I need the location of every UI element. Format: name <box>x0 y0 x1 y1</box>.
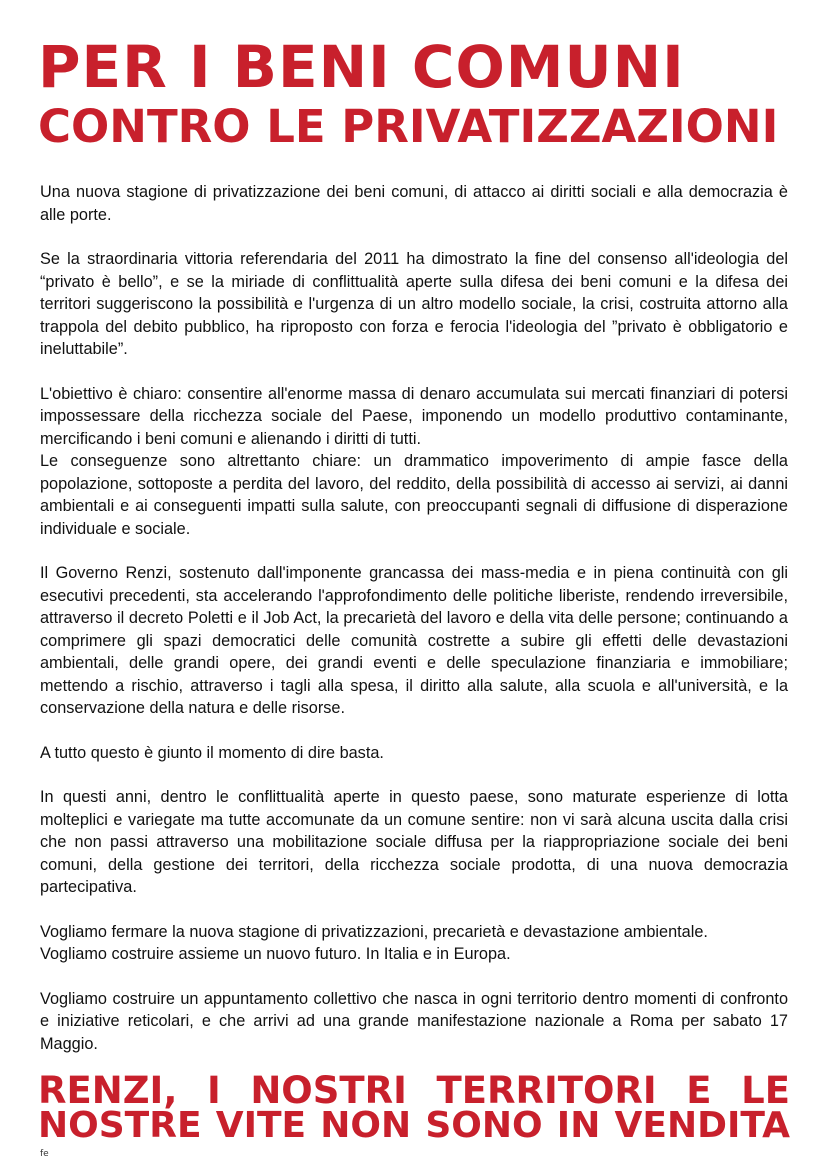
footer-slogan-line-1: RENZI, I NOSTRI TERRITORI E LE <box>38 1069 790 1112</box>
paragraph-objective: L'obiettivo è chiaro: consentire all'enorme massa di denaro accumulata sui mercati finanziari di potersi impossessare della ricchezza sociale del Paese, imponendo un modello produttivo contaminante, mercificando i beni comuni e alienando i diritti di tutti. <box>40 384 788 448</box>
paragraph-esperienze: In questi anni, dentro le conflittualità aperte in questo paese, sono maturate esperienze di lotta molteplici e variegate ma tutte accomunate da un comune sentire: non vi sarà alcuna uscita dalla crisi che non passi attraverso una mobilitazione sociale diffusa per la riappropriazione sociale dei beni comuni, della gestione dei territori, della ricchezza sociale prodotta, di una nuova democrazia partecipativa. <box>40 788 788 896</box>
paragraph-intro: Una nuova stagione di privatizzazione dei beni comuni, di attacco ai diritti sociali e alla democrazia è alle porte. <box>40 183 788 224</box>
footer-slogan-line-2: NOSTRE VITE NON SONO IN VENDITA <box>38 1105 790 1146</box>
paragraph-referendum: Se la straordinaria vittoria referendaria del 2011 ha dimostrato la fine del consenso all'ideologia del “privato è bello”, e se la miriade di conflittualità aperte sulla difesa dei beni comuni e la difesa dei territori suggeriscono la possibilità e l'urgenza di un altro modello sociale, la crisi, costruita attorno alla trappola del debito pubblico, ha riproposto con forza e ferocia l'ideologia del ”privato è obbligatorio e ineluttabile”. <box>40 250 788 358</box>
paragraph-governo-renzi: Il Governo Renzi, sostenuto dall'imponente grancassa dei mass-media e in piena continuità con gli esecutivi precedenti, sta accelerando l'approfondimento delle politiche liberiste, rendendo irreversibile, attraverso il decreto Poletti e il Job Act, la precarietà del lavoro e della vita delle persone; continuando a comprimere gli spazi democratici delle comunità costrette a subire gli effetti delle devastazioni ambientali, delle grandi opere, dei grandi eventi e delle speculazione finanziaria e immobiliare; mettendo a rischio, attraverso i tagli alla spesa, il diritto alla salute, alla scuola e all'università, e la conservazione della natura e delle risorse. <box>40 564 788 717</box>
paragraph-basta: A tutto questo è giunto il momento di dire basta. <box>40 743 384 762</box>
headline-line-2: CONTRO LE PRIVATIZZAZIONI <box>38 100 779 153</box>
paragraph-appuntamento: Vogliamo costruire un appuntamento collettivo che nasca in ogni territorio dentro momenti di confronto e iniziative reticolari, e che arrivi ad una grande manifestazione nazionale a Roma per sabato 17 Maggio. <box>40 989 788 1053</box>
body-text <box>40 181 788 1077</box>
printer-mark: fe <box>40 1149 49 1159</box>
paragraph-consequences: Le conseguenze sono altrettanto chiare: un drammatico impoverimento di ampie fasce della popolazione, sottoposte a perdita del lavoro, del reddito, della possibilità di accesso ai servizi, ai danni ambientali e ai conseguenti impatti sulla salute, con preoccupanti segnali di diffusione di disperazione individuale e sociale. <box>40 452 788 538</box>
paragraph-fermare: Vogliamo fermare la nuova stagione di privatizzazioni, precarietà e devastazione ambientale. <box>40 922 708 941</box>
paragraph-futuro: Vogliamo costruire assieme un nuovo futuro. In Italia e in Europa. <box>40 945 511 963</box>
headline-line-1: PER I BENI COMUNI <box>38 33 685 101</box>
